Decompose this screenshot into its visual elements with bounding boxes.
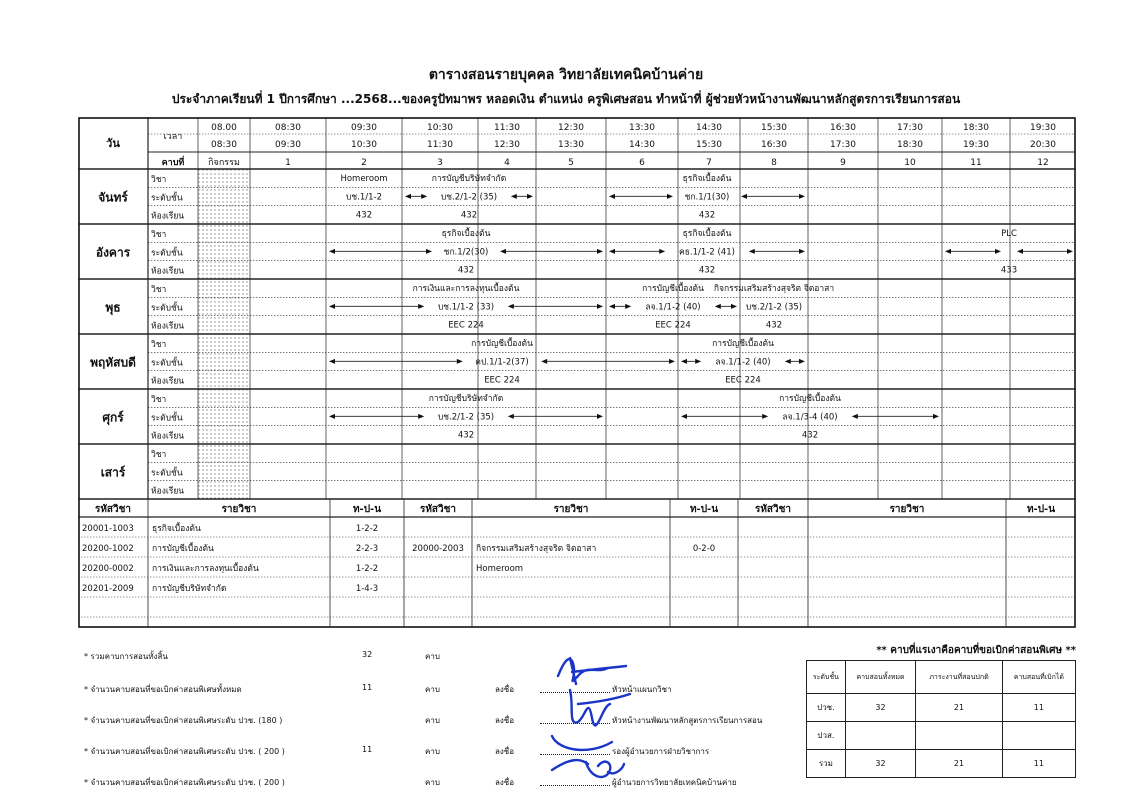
row-label: ห้องเรียน — [151, 211, 185, 222]
summary-header: คาบสอนทั้งหมด — [845, 661, 915, 694]
time-slot-start: 10:30 — [427, 123, 453, 133]
span-arrow-head — [329, 414, 335, 419]
span-arrow-head — [681, 359, 687, 364]
time-slot-start: 08.00 — [211, 123, 237, 133]
row-label: ห้องเรียน — [151, 431, 185, 442]
day-name: ศุกร์ — [102, 410, 124, 425]
signatures — [548, 646, 688, 796]
subject-tpn: 0-2-0 — [692, 544, 716, 554]
entry-subject: การเงินและการลงทุนเบื้องต้น — [412, 284, 520, 294]
shaded-note: ** คาบที่แรเงาคือคาบที่ขอเบิกค่าสอนพิเศษ ** — [876, 645, 1076, 656]
period-number: 7 — [706, 158, 712, 168]
footer-line-unit: คาบ — [425, 747, 440, 756]
entry-room: 432 — [355, 210, 373, 221]
subject-header: ท-ป-น — [689, 504, 719, 515]
footer-line-label: * จำนวนคาบสอนที่ขอเบิกค่าสอนพิเศษระดับ ปวช. (180 ) — [84, 716, 283, 725]
row-label: วิชา — [151, 175, 167, 185]
summary-header: ภาระงานที่สอนปกติ — [916, 661, 1002, 694]
entry-subject: ธุรกิจเบื้องต้น — [682, 229, 732, 239]
day-name: จันทร์ — [98, 190, 128, 205]
footer-line-unit: คาบ — [425, 778, 440, 787]
time-slot-end: 17:30 — [830, 140, 856, 150]
entry-room: 432 — [460, 210, 478, 221]
sign-label: ลงชื่อ — [495, 685, 515, 694]
entry-level: ลจ.1/3-4 (40) — [782, 412, 838, 423]
entry-subject: การบัญชีเบื้องต้น — [712, 339, 774, 349]
span-arrow-head — [715, 304, 721, 309]
entry-subject: การบัญชีบริษัทจำกัด — [431, 174, 507, 184]
sign-label: ลงชื่อ — [495, 778, 515, 787]
summary-table — [806, 660, 1076, 778]
entry-room: EEC 224 — [484, 375, 520, 386]
period-number: 6 — [639, 158, 645, 168]
span-arrow-head — [421, 194, 427, 199]
span-arrow-head — [945, 249, 951, 254]
period-label: คาบที่ — [161, 158, 185, 168]
time-label: เวลา — [163, 132, 183, 142]
footer-line-value: 11 — [362, 683, 373, 692]
row-label: ห้องเรียน — [151, 376, 185, 387]
time-slot-end: 18:30 — [897, 140, 923, 150]
subject-name: การเงินและการลงทุนเบื้องต้น — [152, 564, 259, 574]
row-label: ระดับชั้น — [151, 303, 183, 314]
subject-header: ท-ป-น — [1026, 504, 1056, 515]
span-arrow-head — [609, 194, 615, 199]
entry-subject: การบัญชีบริษัทจำกัด — [428, 394, 504, 404]
day-name: พุธ — [105, 300, 121, 315]
span-arrow-head — [669, 359, 675, 364]
span-arrow-head — [749, 249, 755, 254]
subject-tpn: 1-2-2 — [355, 524, 379, 534]
entry-room: 433 — [1000, 265, 1018, 276]
entry-subject: การบัญชีเบื้องต้น — [471, 339, 533, 349]
time-slot-start: 11:30 — [494, 123, 520, 133]
span-arrow-head — [508, 304, 514, 309]
subject-tpn: 1-2-2 — [355, 564, 379, 574]
time-slot-start: 16:30 — [830, 123, 856, 133]
entry-level: ลจ.1/1-2 (40) — [645, 302, 701, 313]
subject-tpn: 2-2-3 — [355, 544, 379, 554]
time-slot-end: 20:30 — [1030, 140, 1056, 150]
footer-line-label: * จำนวนคาบสอนที่ขอเบิกค่าสอนพิเศษระดับ ปวช. ( 200 ) — [84, 747, 285, 756]
period-number: 2 — [361, 158, 367, 168]
span-arrow-head — [329, 359, 335, 364]
entry-room: 432 — [698, 210, 716, 221]
entry-room: 432 — [698, 265, 716, 276]
footer-line-unit: คาบ — [425, 716, 440, 725]
span-arrow-head — [681, 414, 687, 419]
subject-code: 20200-1002 — [82, 544, 134, 554]
span-arrow-head — [609, 249, 615, 254]
entry-room: 432 — [765, 320, 783, 331]
span-arrow-head — [785, 359, 791, 364]
span-arrow-head — [1017, 249, 1023, 254]
entry-subject: ธุรกิจเบื้องต้น — [682, 174, 732, 184]
row-label: ห้องเรียน — [151, 266, 185, 277]
summary-level: ปวส. — [807, 722, 846, 750]
subject-code: 20000-2003 — [412, 544, 464, 554]
time-slot-start: 17:30 — [897, 123, 923, 133]
summary-normal — [916, 722, 1002, 750]
period-number: 9 — [840, 158, 846, 168]
period-number: 1 — [285, 158, 291, 168]
row-label: ระดับชั้น — [151, 468, 183, 479]
entry-subject: ธุรกิจเบื้องต้น — [441, 229, 491, 239]
row-label: ระดับชั้น — [151, 358, 183, 369]
entry-level: บช.1/1-2 (33) — [437, 302, 495, 313]
entry-subject: การบัญชีเบื้องต้น — [642, 284, 704, 294]
time-slot-end: 13:30 — [558, 140, 584, 150]
subject-name: การบัญชีเบื้องต้น — [152, 544, 214, 554]
period-number: 10 — [904, 158, 916, 168]
entry-room: 432 — [457, 430, 475, 441]
entry-level: ชก.1/1(30) — [684, 192, 730, 203]
span-arrow-head — [741, 194, 747, 199]
time-slot-end: 09:30 — [275, 140, 301, 150]
entry-room: EEC 224 — [725, 375, 761, 386]
span-arrow-head — [457, 359, 463, 364]
row-label: วิชา — [151, 395, 167, 405]
subject-name: การบัญชีบริษัทจำกัด — [152, 584, 227, 594]
entry-room: EEC 224 — [655, 320, 691, 331]
summary-total: 32 — [845, 750, 915, 778]
subject-name: กิจกรรมเสริมสร้างสุจริต จิตอาสา — [476, 544, 597, 554]
time-slot-end: 08:30 — [211, 140, 237, 150]
time-slot-start: 18:30 — [963, 123, 989, 133]
summary-claim: 11 — [1002, 750, 1075, 778]
span-arrow-head — [329, 249, 335, 254]
footer-line-label: * จำนวนคาบสอนที่ขอเบิกค่าสอนพิเศษทั้งหมด — [84, 685, 242, 694]
entry-room: 432 — [801, 430, 819, 441]
day-name: อังคาร — [95, 245, 131, 260]
time-slot-end: 12:30 — [494, 140, 520, 150]
span-arrow-head — [799, 359, 805, 364]
entry-subject: PLC — [1001, 229, 1017, 239]
summary-total — [845, 722, 915, 750]
time-slot-start: 15:30 — [761, 123, 787, 133]
subject-code: 20001-1003 — [82, 524, 134, 534]
entry-level: บช.2/1-2 (35) — [440, 192, 498, 203]
entry-subject: กิจกรรมเสริมสร้างสุจริต จิตอาสา — [713, 284, 835, 294]
row-label: วิชา — [151, 450, 167, 460]
span-arrow-head — [1067, 249, 1073, 254]
period-number: 5 — [568, 158, 574, 168]
period-number: 3 — [437, 158, 443, 168]
subject-header: ท-ป-น — [352, 504, 382, 515]
row-label: ระดับชั้น — [151, 248, 183, 259]
subject-header: รหัสวิชา — [94, 504, 132, 515]
sign-label: ลงชื่อ — [495, 716, 515, 725]
signer-title: รองผู้อำนวยการฝ่ายวิชาการ — [612, 747, 710, 756]
span-arrow-head — [995, 249, 1001, 254]
page-title: ตารางสอนรายบุคคล วิทยาลัยเทคนิคบ้านค่าย — [428, 67, 704, 83]
footer-line-unit: คาบ — [425, 652, 440, 661]
span-arrow-head — [695, 359, 701, 364]
time-slot-end: 19:30 — [963, 140, 989, 150]
period-number: 4 — [504, 158, 510, 168]
entry-room: 432 — [457, 265, 475, 276]
subject-code: 20201-2009 — [82, 584, 134, 594]
summary-level: ปวช. — [807, 694, 846, 722]
summary-normal: 21 — [916, 694, 1002, 722]
summary-header: ระดับชั้น — [807, 661, 846, 694]
summary-total: 32 — [845, 694, 915, 722]
footer-line-label: * จำนวนคาบสอนที่ขอเบิกค่าสอนพิเศษระดับ ปวช. ( 200 ) — [84, 778, 285, 787]
subject-header: รหัสวิชา — [754, 504, 792, 515]
period-number: 11 — [970, 158, 982, 168]
span-arrow-head — [597, 304, 603, 309]
subject-name: Homeroom — [476, 564, 524, 574]
span-arrow-head — [799, 249, 805, 254]
signature-2 — [552, 690, 630, 750]
entry-level: บช.1/1-2 — [345, 192, 383, 203]
footer-line-value: 32 — [362, 650, 373, 659]
summary-header: คาบสอนที่เบิกได้ — [1002, 661, 1075, 694]
summary-level: รวม — [807, 750, 846, 778]
span-arrow-head — [625, 304, 631, 309]
span-arrow-head — [418, 414, 424, 419]
time-slot-end: 15:30 — [696, 140, 722, 150]
row-label: ห้องเรียน — [151, 486, 185, 497]
span-arrow-head — [426, 249, 432, 254]
footer-line-value: 11 — [362, 745, 373, 754]
span-arrow-head — [799, 194, 805, 199]
time-slot-end: 14:30 — [629, 140, 655, 150]
signature-3 — [552, 760, 624, 777]
signer-title: ผู้อำนวยการวิทยาลัยเทคนิคบ้านค่าย — [612, 778, 737, 787]
time-slot-end: 10:30 — [351, 140, 377, 150]
time-slot-end: 16:30 — [761, 140, 787, 150]
row-label: วิชา — [151, 230, 167, 240]
subject-header: รายวิชา — [889, 504, 925, 515]
time-slot-start: 13:30 — [629, 123, 655, 133]
subject-code: 20200-0002 — [82, 564, 134, 574]
span-arrow-head — [597, 249, 603, 254]
span-arrow-head — [609, 304, 615, 309]
entry-subject: การบัญชีเบื้องต้น — [779, 394, 841, 404]
schedule-grid — [78, 117, 1076, 633]
subject-header: รายวิชา — [221, 504, 257, 515]
entry-room: EEC 224 — [448, 320, 484, 331]
footer-line-unit: คาบ — [425, 685, 440, 694]
entry-level: บช.2/1-2 (35) — [437, 412, 495, 423]
day-name: เสาร์ — [100, 465, 126, 480]
day-name: พฤหัสบดี — [90, 355, 136, 370]
row-label: ระดับชั้น — [151, 193, 183, 204]
subject-header: รหัสวิชา — [419, 504, 457, 515]
span-arrow-head — [418, 304, 424, 309]
span-arrow-head — [852, 414, 858, 419]
summary-normal: 21 — [916, 750, 1002, 778]
span-arrow-head — [762, 414, 768, 419]
time-slot-start: 09:30 — [351, 123, 377, 133]
entry-subject: Homeroom — [340, 174, 388, 184]
time-slot-start: 08:30 — [275, 123, 301, 133]
span-arrow-head — [667, 194, 673, 199]
summary-claim — [1002, 722, 1075, 750]
span-arrow-head — [527, 194, 533, 199]
signer-title: หัวหน้างานพัฒนาหลักสูตรการเรียนการสอน — [612, 716, 763, 725]
span-arrow-head — [405, 194, 411, 199]
time-slot-start: 12:30 — [558, 123, 584, 133]
signer-title: หัวหน้าแผนกวิชา — [612, 685, 672, 694]
entry-level: ชก.1/2(30) — [443, 247, 489, 258]
span-arrow-head — [659, 249, 665, 254]
day-header-label: วัน — [106, 137, 120, 150]
span-arrow-head — [508, 414, 514, 419]
row-label: ระดับชั้น — [151, 413, 183, 424]
time-slot-start: 19:30 — [1030, 123, 1056, 133]
period-number: 8 — [771, 158, 777, 168]
subject-name: ธุรกิจเบื้องต้น — [152, 524, 201, 534]
entry-level: ลจ.1/1-2 (40) — [715, 357, 771, 368]
footer-line-label: * รวมคาบการสอนทั้งสิ้น — [84, 652, 168, 661]
row-label: วิชา — [151, 340, 167, 350]
signature-1 — [558, 658, 626, 684]
summary-claim: 11 — [1002, 694, 1075, 722]
entry-level: คป.1/1-2(37) — [475, 357, 529, 368]
span-arrow-head — [731, 304, 737, 309]
period-number: 12 — [1037, 158, 1049, 168]
entry-level: บช.2/1-2 (35) — [745, 302, 803, 313]
row-label: วิชา — [151, 285, 167, 295]
time-slot-start: 14:30 — [696, 123, 722, 133]
span-arrow-head — [541, 359, 547, 364]
subject-header: รายวิชา — [553, 504, 589, 515]
time-slot-end: 11:30 — [427, 140, 453, 150]
row-label: ห้องเรียน — [151, 321, 185, 332]
sign-label: ลงชื่อ — [495, 747, 515, 756]
entry-level: คธ.1/1-2 (41) — [679, 247, 735, 258]
span-arrow-head — [329, 304, 335, 309]
activity-label: กิจกรรม — [208, 158, 240, 168]
subject-tpn: 1-4-3 — [355, 584, 379, 594]
span-arrow-head — [597, 414, 603, 419]
span-arrow-head — [933, 414, 939, 419]
page-subtitle: ประจำภาคเรียนที่ 1 ปีการศึกษา ...2568...ของครูปัทมาพร หลอดเงิน ตำแหน่ง ครูพิเศษสอน ทำหน้าที่ ผู้ช่วยหัวหน้างานพัฒนาหลักสูตรการเรียนการสอน — [171, 92, 961, 106]
span-arrow-head — [511, 194, 517, 199]
span-arrow-head — [500, 249, 506, 254]
